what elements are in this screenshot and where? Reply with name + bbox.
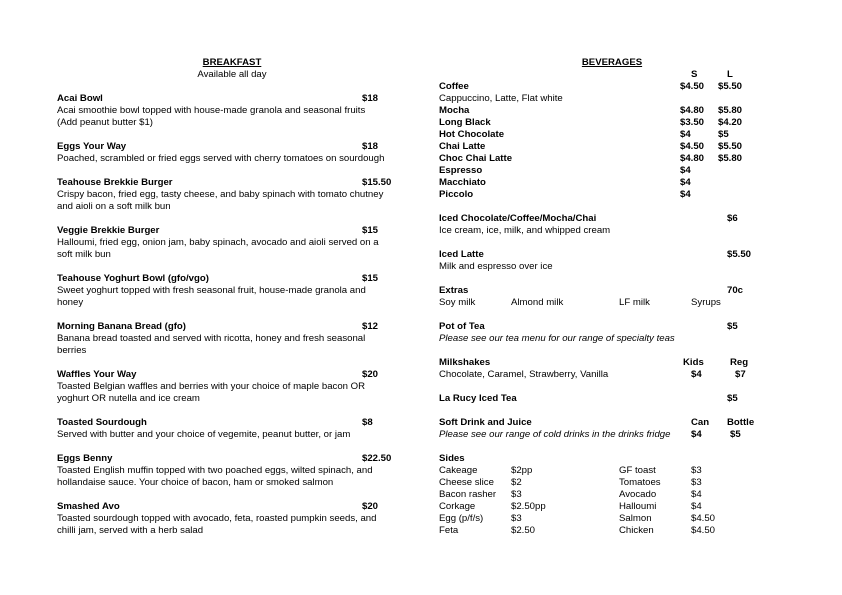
side-name: Corkage: [439, 501, 476, 512]
item-name: Toasted Sourdough: [57, 417, 147, 428]
size-can-label: Can: [691, 417, 710, 428]
price-large: $4.20: [718, 117, 743, 128]
price-small: $4: [680, 165, 691, 176]
price-small: $4.50: [680, 81, 705, 92]
side-price: $3: [691, 465, 702, 476]
coffee-note-text: Cappuccino, Latte, Flat white: [439, 93, 563, 104]
extra-option: Syrups: [691, 297, 721, 308]
drink-name: Pot of Tea: [439, 321, 485, 332]
side-price: $3: [511, 513, 522, 524]
drink-price: $6: [727, 213, 738, 224]
drink-row-hot-chocolate: [439, 129, 774, 141]
drink-name: Milkshakes: [439, 357, 491, 368]
item-description-line2: (Add peanut butter $1): [57, 117, 154, 128]
item-price: $18: [362, 141, 379, 152]
extra-option: Soy milk: [439, 297, 476, 308]
price-small: $4.80: [680, 105, 705, 116]
item-description-line2: berries: [57, 345, 87, 356]
drink-name: Coffee: [439, 81, 469, 92]
beverages-column: [439, 57, 774, 537]
item-description-line2: chilli jam, served with a herb salad: [57, 525, 204, 536]
soft-drink-section: [439, 417, 774, 441]
drink-name: Iced Latte: [439, 249, 484, 260]
price-large: $5.50: [718, 141, 743, 152]
side-price: $4: [691, 501, 702, 512]
side-price: $2: [511, 477, 522, 488]
price-small: $4: [680, 129, 691, 140]
item-price: $22.50: [362, 453, 392, 464]
price-large: $5.50: [718, 81, 743, 92]
item-description-line2: yoghurt OR nutella and ice cream: [57, 393, 200, 404]
side-name: Bacon rasher: [439, 489, 497, 500]
pot-of-tea-section: [439, 321, 774, 345]
drink-name: Iced Chocolate/Coffee/Mocha/Chai: [439, 213, 597, 224]
drink-description: Please see our tea menu for our range of specialty teas: [439, 333, 675, 344]
menu-item-eggs-your-way: [57, 141, 407, 165]
side-name: Egg (p/f/s): [439, 513, 484, 524]
item-description: Crispy bacon, fried egg, tasty cheese, and baby spinach with tomato chutney: [57, 189, 384, 200]
side-name: Chicken: [619, 525, 654, 536]
extras-title: Extras: [439, 285, 469, 296]
item-name: Smashed Avo: [57, 501, 120, 512]
side-name: Avocado: [619, 489, 657, 500]
coffee-row: [439, 81, 774, 93]
drink-row-piccolo: [439, 189, 774, 201]
drink-name: Piccolo: [439, 189, 474, 200]
la-rucy-section: [439, 393, 774, 405]
iced-latte-section: [439, 249, 774, 273]
drink-row-espresso: [439, 165, 774, 177]
breakfast-title: BREAKFAST: [202, 57, 262, 68]
item-description: Toasted Belgian waffles and berries with your choice of maple bacon OR: [57, 381, 366, 392]
extras-price: 70c: [727, 285, 744, 296]
side-name: Feta: [439, 525, 459, 536]
item-name: Teahouse Brekkie Burger: [57, 177, 173, 188]
item-description: Acai smoothie bowl topped with house-made granola and seasonal fruits: [57, 105, 366, 116]
price-reg: $7: [735, 369, 746, 380]
sides-section: [439, 453, 774, 537]
side-price: $3: [511, 489, 522, 500]
item-description: Toasted sourdough topped with avocado, feta, roasted pumpkin seeds, and: [57, 513, 377, 524]
side-name: Halloumi: [619, 501, 657, 512]
drink-description: Chocolate, Caramel, Strawberry, Vanilla: [439, 369, 609, 380]
sides-row: [439, 477, 774, 489]
item-description-line2: and aioli on a soft milk bun: [57, 201, 171, 212]
size-reg-label: Reg: [730, 357, 749, 368]
item-price: $15: [362, 225, 379, 236]
item-description: Served with butter and your choice of vegemite, peanut butter, or jam: [57, 429, 351, 440]
price-large: $5: [718, 129, 729, 140]
side-name: Cheese slice: [439, 477, 494, 488]
iced-chocolate-section: [439, 213, 774, 237]
menu-item-teahouse-yoghurt-bowl: [57, 273, 407, 309]
item-description: Toasted English muffin topped with two poached eggs, wilted spinach, and: [57, 465, 373, 476]
sides-row: [439, 525, 774, 537]
item-price: $15.50: [362, 177, 392, 188]
drink-description: Milk and espresso over ice: [439, 261, 553, 272]
side-price: $3: [691, 477, 702, 488]
item-name: Waffles Your Way: [57, 369, 137, 380]
item-name: Teahouse Yoghurt Bowl (gfo/vgo): [57, 273, 209, 284]
item-description-line2: soft milk bun: [57, 249, 111, 260]
sides-row: [439, 465, 774, 477]
side-name: Salmon: [619, 513, 652, 524]
side-name: GF toast: [619, 465, 656, 476]
drink-name: Macchiato: [439, 177, 486, 188]
item-name: Eggs Benny: [57, 453, 113, 464]
side-price: $4: [691, 489, 702, 500]
item-name: Acai Bowl: [57, 93, 103, 104]
menu-item-eggs-benny: [57, 453, 407, 489]
drink-name: Hot Chocolate: [439, 129, 505, 140]
size-header-row: [439, 69, 774, 81]
drink-name: Soft Drink and Juice: [439, 417, 532, 428]
drink-name: Mocha: [439, 105, 470, 116]
drink-row-chai-latte: [439, 141, 774, 153]
item-price: $20: [362, 501, 379, 512]
extras-section: [439, 285, 774, 309]
menu-item-morning-banana-bread: [57, 321, 407, 357]
menu-item-waffles-your-way: [57, 369, 407, 405]
menu-item-teahouse-brekkie-burger: [57, 177, 407, 213]
drink-description: Please see our range of cold drinks in the drinks fridge: [439, 429, 671, 440]
coffee-note: [439, 93, 774, 105]
drink-row-choc-chai-latte: [439, 153, 774, 165]
item-description: Sweet yoghurt topped with fresh seasonal fruit, house-made granola and: [57, 285, 366, 296]
sides-row: [439, 489, 774, 501]
price-kids: $4: [691, 369, 702, 380]
price-small: $4.50: [680, 141, 705, 152]
item-description-line2: honey: [57, 297, 84, 308]
side-price: $2.50: [511, 525, 536, 536]
extra-option: LF milk: [619, 297, 650, 308]
item-name: Veggie Brekkie Burger: [57, 225, 160, 236]
milkshakes-section: [439, 357, 774, 381]
item-price: $20: [362, 369, 379, 380]
menu-item-toasted-sourdough: [57, 417, 407, 441]
item-price: $15: [362, 273, 379, 284]
drink-name: Espresso: [439, 165, 483, 176]
price-can: $4: [691, 429, 702, 440]
breakfast-column: [57, 57, 407, 537]
item-description-line2: hollandaise sauce. Your choice of bacon, ham or smoked salmon: [57, 477, 334, 488]
drink-name: Choc Chai Latte: [439, 153, 513, 164]
breakfast-subtitle: Available all day: [197, 69, 267, 80]
size-bottle-label: Bottle: [727, 417, 755, 428]
item-price: $18: [362, 93, 379, 104]
item-price: $12: [362, 321, 379, 332]
side-name: Cakeage: [439, 465, 478, 476]
sides-title: Sides: [439, 453, 465, 464]
price-small: $4.80: [680, 153, 705, 164]
item-description: Poached, scrambled or fried eggs served with cherry tomatoes on sourdough: [57, 153, 385, 164]
side-price: $2.50pp: [511, 501, 546, 512]
side-price: $2pp: [511, 465, 533, 476]
drink-description: Ice cream, ice, milk, and whipped cream: [439, 225, 611, 236]
price-bottle: $5: [730, 429, 741, 440]
side-price: $4.50: [691, 513, 716, 524]
beverages-title: BEVERAGES: [581, 57, 643, 68]
price-large: $5.80: [718, 105, 743, 116]
menu-item-smashed-avo: [57, 501, 407, 537]
drink-row-mocha: [439, 105, 774, 117]
drink-row-long-black: [439, 117, 774, 129]
side-name: Tomatoes: [619, 477, 661, 488]
price-small: $4: [680, 177, 691, 188]
price-large: $5.80: [718, 153, 743, 164]
drink-price: $5: [727, 321, 738, 332]
drink-row-macchiato: [439, 177, 774, 189]
drink-price: $5: [727, 393, 738, 404]
sides-row: [439, 513, 774, 525]
item-description: Halloumi, fried egg, onion jam, baby spinach, avocado and aioli served on a: [57, 237, 379, 248]
price-small: $3.50: [680, 117, 705, 128]
menu-item-veggie-brekkie-burger: [57, 225, 407, 261]
price-small: $4: [680, 189, 691, 200]
item-description: Banana bread toasted and served with ricotta, honey and fresh seasonal: [57, 333, 366, 344]
size-kids-label: Kids: [683, 357, 704, 368]
size-small-label: S: [691, 69, 698, 80]
size-large-label: L: [727, 69, 733, 80]
drink-name: Chai Latte: [439, 141, 486, 152]
item-name: Eggs Your Way: [57, 141, 127, 152]
drink-name: Long Black: [439, 117, 491, 128]
menu-item-acai-bowl: [57, 93, 407, 129]
drink-price: $5.50: [727, 249, 752, 260]
item-name: Morning Banana Bread (gfo): [57, 321, 186, 332]
sides-row: [439, 501, 774, 513]
drink-name: La Rucy Iced Tea: [439, 393, 517, 404]
item-price: $8: [362, 417, 373, 428]
side-price: $4.50: [691, 525, 716, 536]
extra-option: Almond milk: [511, 297, 564, 308]
